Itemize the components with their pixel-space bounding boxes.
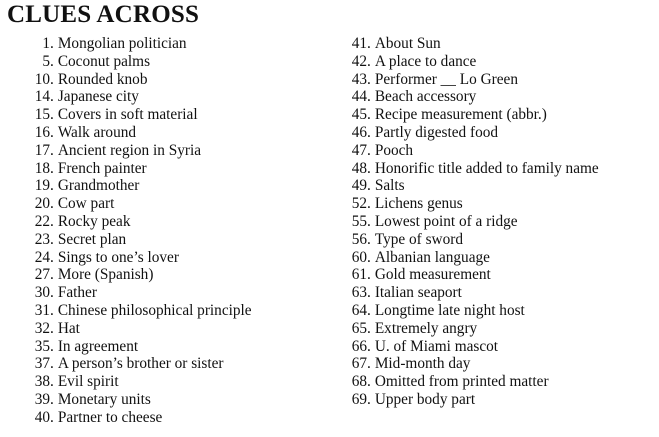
clue-number: 49 (351, 177, 367, 195)
clue-item: 23 . Secret plan (24, 231, 324, 249)
clue-number: 56 (351, 230, 367, 248)
clue-text: Chinese philosophical principle (57, 301, 252, 319)
clue-text: Italian seaport (374, 284, 462, 302)
clue-number: 43 (351, 70, 367, 88)
clue-number: 40 (34, 408, 50, 426)
clue-item: 31 . Chinese philosophical principle (24, 302, 324, 320)
clue-number: 65 (351, 319, 367, 337)
clue-item: 5 . Coconut palms (24, 53, 324, 71)
clue-number: 52 (351, 195, 367, 213)
clue-item: 55 . Lowest point of a ridge (341, 213, 641, 231)
clue-number: 16 (34, 123, 50, 141)
clue-text: Longtime late night host (374, 301, 525, 319)
clue-number: 27 (34, 266, 50, 284)
clue-number: 37 (34, 355, 50, 373)
clue-text: Beach accessory (374, 88, 477, 106)
clue-number: 66 (351, 337, 367, 355)
clue-item: 30 . Father (24, 284, 324, 302)
clue-item: 67 . Mid-month day (341, 355, 641, 373)
clue-number: 48 (351, 159, 367, 177)
clue-number: 18 (34, 159, 50, 177)
clue-text: Lichens genus (374, 195, 463, 213)
clue-item: 61 . Gold measurement (341, 266, 641, 284)
clue-text: U. of Miami mascot (374, 337, 499, 355)
clue-item: 42 . A place to dance (341, 53, 641, 71)
clue-number: 55 (351, 212, 367, 230)
clue-text: Secret plan (57, 230, 127, 248)
clue-number: 30 (34, 284, 50, 302)
clue-list-right (341, 35, 641, 409)
clue-item: 17 . Ancient region in Syria (24, 142, 324, 160)
clue-number: 23 (34, 230, 50, 248)
clue-text: Partner to cheese (57, 408, 163, 426)
clue-item: 40 . Partner to cheese (24, 409, 324, 427)
clue-text: Japanese city (57, 88, 139, 106)
clue-text: More (Spanish) (57, 266, 154, 284)
clue-number: 5 (42, 52, 50, 70)
clue-text: Cow part (57, 195, 115, 213)
page-title: CLUES ACROSS (7, 1, 200, 28)
clue-text: Pooch (374, 141, 414, 159)
clue-number: 15 (34, 106, 50, 124)
clue-item: 49 . Salts (341, 177, 641, 195)
clue-text: Hat (57, 319, 80, 337)
clue-text: Honorific title added to family name (374, 159, 599, 177)
clue-item: 44 . Beach accessory (341, 88, 641, 106)
clue-text: Salts (374, 177, 405, 195)
clue-text: Partly digested food (374, 123, 499, 141)
clue-number: 69 (351, 390, 367, 408)
clue-item: 18 . French painter (24, 160, 324, 178)
clue-number: 44 (351, 88, 367, 106)
clue-item: 45 . Recipe measurement (abbr.) (341, 106, 641, 124)
clue-number: 47 (351, 141, 367, 159)
clue-text: Recipe measurement (abbr.) (374, 106, 547, 124)
clue-item: 32 . Hat (24, 320, 324, 338)
clue-item: 43 . Performer __ Lo Green (341, 71, 641, 89)
clue-number: 46 (351, 123, 367, 141)
clue-number: 32 (34, 319, 50, 337)
clue-text: Grandmother (57, 177, 140, 195)
clue-item: 47 . Pooch (341, 142, 641, 160)
clue-number: 63 (351, 284, 367, 302)
clue-text: Coconut palms (57, 52, 151, 70)
clue-number: 14 (34, 88, 50, 106)
clue-text: Albanian language (374, 248, 490, 266)
clue-number: 60 (351, 248, 367, 266)
clue-item: 22 . Rocky peak (24, 213, 324, 231)
clue-item: 38 . Evil spirit (24, 373, 324, 391)
clue-item: 63 . Italian seaport (341, 284, 641, 302)
clue-item: 41 . About Sun (341, 35, 641, 53)
clue-number: 10 (34, 70, 50, 88)
clue-text: Monetary units (57, 390, 151, 408)
clue-text: A place to dance (374, 52, 477, 70)
clue-item: 64 . Longtime late night host (341, 302, 641, 320)
clue-item: 46 . Partly digested food (341, 124, 641, 142)
clue-number: 39 (34, 390, 50, 408)
clue-text: Rounded knob (57, 70, 148, 88)
clue-item: 27 . More (Spanish) (24, 266, 324, 284)
clue-item: 16 . Walk around (24, 124, 324, 142)
clue-number: 22 (34, 212, 50, 230)
clue-text: Mid-month day (374, 355, 471, 373)
clue-text: French painter (57, 159, 147, 177)
clue-number: 41 (351, 35, 367, 52)
clue-text: Performer __ Lo Green (374, 70, 518, 88)
clue-text: Lowest point of a ridge (374, 212, 518, 230)
clue-item: 56 . Type of sword (341, 231, 641, 249)
clue-number: 45 (351, 106, 367, 124)
clue-text: Mongolian politician (57, 35, 187, 52)
clue-number: 61 (351, 266, 367, 284)
clue-number: 67 (351, 355, 367, 373)
clue-text: Walk around (57, 123, 137, 141)
clue-number: 31 (34, 301, 50, 319)
clue-text: Rocky peak (57, 212, 131, 230)
clue-item: 19 . Grandmother (24, 177, 324, 195)
clue-text: Father (57, 284, 97, 302)
clue-number: 35 (34, 337, 50, 355)
clue-number: 38 (34, 373, 50, 391)
clue-item: 52 . Lichens genus (341, 195, 641, 213)
clue-item: 39 . Monetary units (24, 391, 324, 409)
clue-text: Type of sword (374, 230, 463, 248)
clue-number: 42 (351, 52, 367, 70)
clue-item: 69 . Upper body part (341, 391, 641, 409)
clue-number: 19 (34, 177, 50, 195)
clue-text: Extremely angry (374, 319, 478, 337)
clue-item: 20 . Cow part (24, 195, 324, 213)
clue-number: 68 (351, 373, 367, 391)
clue-text: Omitted from printed matter (374, 373, 549, 391)
clue-item: 14 . Japanese city (24, 88, 324, 106)
clue-number: 20 (34, 195, 50, 213)
clue-item: 35 . In agreement (24, 338, 324, 356)
clue-item: 15 . Covers in soft material (24, 106, 324, 124)
clue-item: 66 . U. of Miami mascot (341, 338, 641, 356)
clue-text: Covers in soft material (57, 106, 198, 124)
clue-text: In agreement (57, 337, 139, 355)
clue-item: 10 . Rounded knob (24, 71, 324, 89)
clue-number: 64 (351, 301, 367, 319)
clue-text: Upper body part (374, 390, 476, 408)
clue-text: Gold measurement (374, 266, 491, 284)
clue-item: 1 . Mongolian politician (24, 35, 324, 53)
clue-text: About Sun (374, 35, 441, 52)
clue-text: A person’s brother or sister (57, 355, 224, 373)
clue-number: 24 (34, 248, 50, 266)
clue-text: Sings to one’s lover (57, 248, 179, 266)
clue-number: 1 (42, 35, 50, 52)
clue-item: 65 . Extremely angry (341, 320, 641, 338)
clue-item: 48 . Honorific title added to family name (341, 160, 641, 178)
clue-list-left (24, 35, 324, 427)
clue-text: Evil spirit (57, 373, 119, 391)
clue-item: 37 . A person’s brother or sister (24, 355, 324, 373)
clue-item: 60 . Albanian language (341, 249, 641, 267)
clue-item: 24 . Sings to one’s lover (24, 249, 324, 267)
clue-item: 68 . Omitted from printed matter (341, 373, 641, 391)
clue-number: 17 (34, 141, 50, 159)
clue-text: Ancient region in Syria (57, 141, 201, 159)
